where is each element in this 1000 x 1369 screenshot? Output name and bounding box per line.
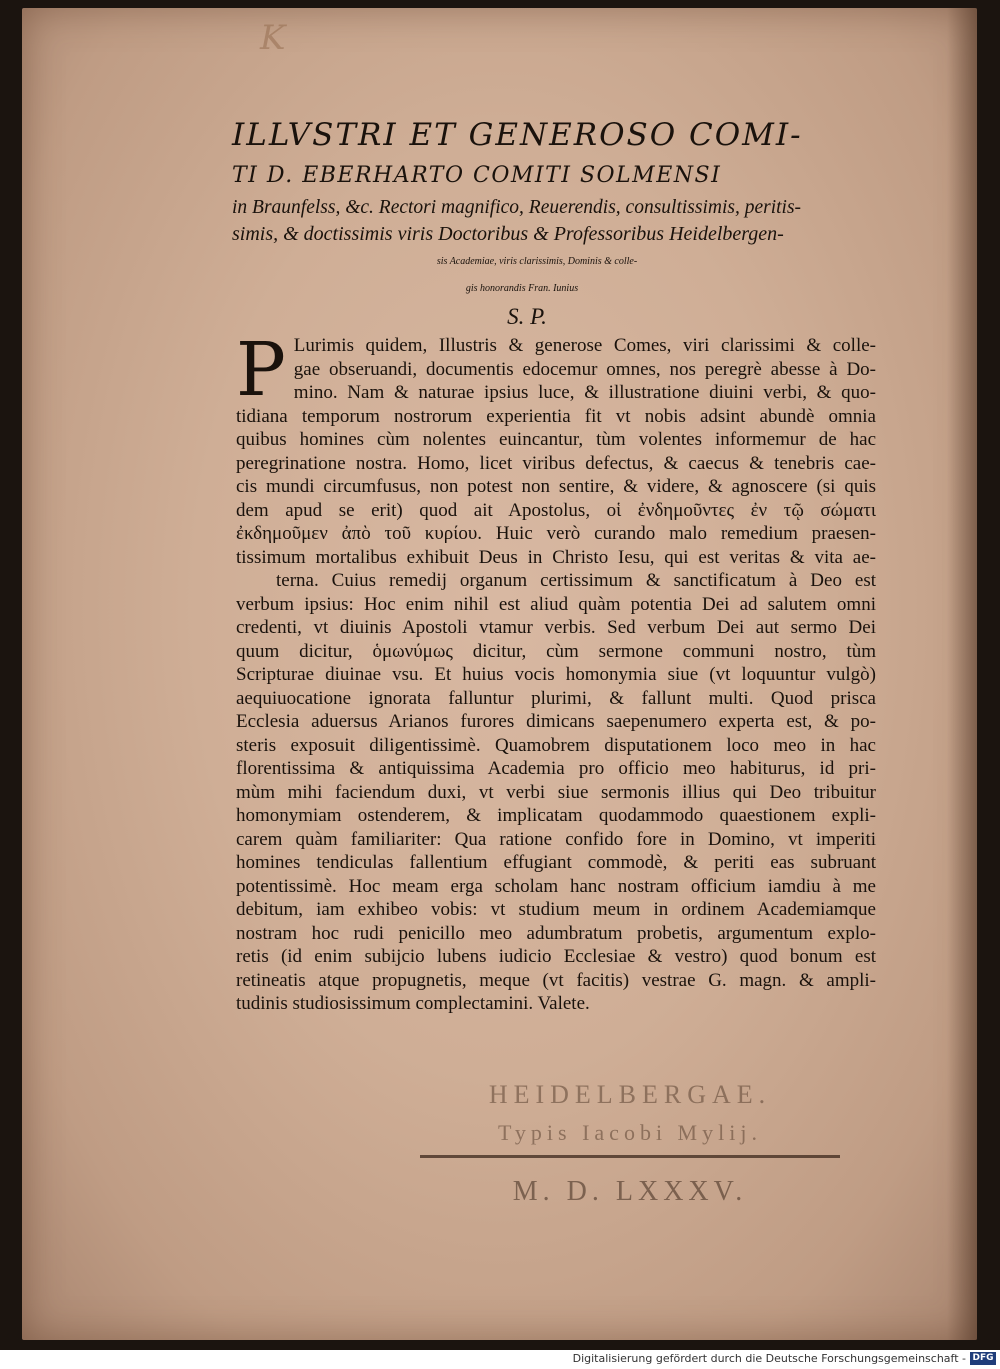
salutation: S. P. <box>507 304 547 329</box>
imprint-printer: Typis Iacobi Mylij. <box>498 1120 762 1145</box>
body-line: tidiana temporum nostrorum experientia fit vt nobis adsint abundè omnia <box>236 405 876 427</box>
body-line: gae obseruandi, documentis edocemur omnes, nos peregrè abesse à Do- <box>293 358 876 380</box>
dedication-header <box>232 112 882 332</box>
body-line: florentissima & antiquissima Academia pro officio meo habiturus, id pri- <box>236 758 876 779</box>
body-line: quum dicitur, ὁμωνύμως dicitur, cùm sermone communi nostro, tùm <box>236 640 876 662</box>
footer-credit: Digitalisierung gefördert durch die Deutsche Forschungsgemeinschaft - <box>572 1352 966 1365</box>
body-line: retineatis atque propugnetis, meque (vt facitis) vestrae G. magn. & ampli- <box>236 969 876 991</box>
dfg-logo-icon: DFG <box>970 1352 996 1365</box>
body-line: mino. Nam & naturae ipsius luce, & illustratione diuini verbi, & quo- <box>293 382 876 403</box>
imprint <box>380 1075 880 1212</box>
body-line: homines tendiculas fallentium effugiant commodè, & periti eas subruant <box>236 852 876 873</box>
body-line: carem quàm familiariter: Qua ratione confido fore in Domino, vt imperiti <box>236 828 876 850</box>
body-line: peregrinatione nostra. Homo, licet viribus defectus, & caecus & tenebris cae- <box>236 452 876 474</box>
body-line: nostram hoc rudi penicillo meo adumbratum probetis, argumentum explo- <box>236 922 876 944</box>
body-line: Scripturae diuinae vsu. Et huius vocis homonymia siue (vt loquuntur vulgò) <box>236 664 876 685</box>
imprint-year: M. D. LXXXV. <box>512 1176 748 1207</box>
body-line: quibus homines cùm nolentes euincantur, tùm volentes informemur de hac <box>236 429 876 450</box>
letter-body <box>236 327 876 1016</box>
header-line-6: gis honorandis Fran. Iunius <box>465 283 579 294</box>
body-line: ἐκδημοῦμεν ἀπὸ τοῦ κυρίου. Huic verò curando malo remedium praesen- <box>236 523 876 544</box>
body-line: dem apud se erit) quod ait Apostolus, οἱ ἐνδημοῦντες ἐν τῷ σώματι <box>236 499 876 521</box>
body-line: cis mundi circumfusus, non potest non sentire, & videre, & agnoscere (si quis <box>236 476 876 497</box>
body-line: mùm mihi faciendum duxi, vt verbi siue sermonis illius qui Deo tribuitur <box>236 781 876 803</box>
body-line: tissimum mortalibus exhibuit Deus in Christo Iesu, qui est veritas & vita ae- <box>236 546 876 568</box>
digitization-footer <box>0 1350 1000 1369</box>
body-line: Ecclesia aduersus Arianos furores dimicans saepenumero experta est, & po- <box>236 711 876 732</box>
imprint-place: HEIDELBERGAE. <box>488 1080 772 1109</box>
header-line-4: simis, & doctissimis viris Doctoribus & Professoribus Heidelbergen- <box>232 223 784 245</box>
body-line: tudinis studiosissimum complectamini. Valete. <box>236 993 590 1014</box>
header-line-1: ILLVSTRI ET GENEROSO COMI- <box>232 117 803 153</box>
drop-cap: P <box>236 327 286 413</box>
body-line: credenti, vt diuinis Apostoli vtamur verbis. Sed verbum Dei aut sermo Dei <box>236 617 876 638</box>
body-line: debitum, iam exhibeo vobis: vt studium meum in ordinem Academiamque <box>236 899 876 920</box>
header-line-5: sis Academiae, viris clarissimis, Dominis & colle- <box>436 256 638 267</box>
body-line: steris exposuit diligentissimè. Quamobrem disputationem loco meo in hac <box>236 734 876 756</box>
header-line-2: TI D. EBERHARTO COMITI SOLMENSI <box>232 163 722 188</box>
body-line: homonymiam ostenderem, & implicatam quodammodo quaestionem expli- <box>236 805 876 826</box>
body-line: verbum ipsius: Hoc enim nihil est aliud quàm potentia Dei ad salutem omni <box>236 593 876 615</box>
body-line: aequiuocatione ignorata falluntur plurimi, & fallunt multi. Quod prisca <box>236 687 876 709</box>
body-line: retis (id enim subijcio lubens iudicio Ecclesiae & vestro) quod bonum est <box>236 946 876 967</box>
body-line: potentissimè. Hoc meam erga scholam hanc nostram officium iamdiu à me <box>236 875 876 897</box>
ink-mark: K <box>260 18 286 58</box>
page-edge-shadow <box>947 8 977 1340</box>
header-line-3: in Braunfelss, &c. Rectori magnifico, Reuerendis, consultissimis, peritis- <box>232 197 802 218</box>
imprint-rule <box>420 1155 840 1158</box>
body-line: Lurimis quidem, Illustris & generose Comes, viri clarissimi & colle- <box>293 335 876 356</box>
body-line: terna. Cuius remedij organum certissimum & sanctificatum à Deo est <box>276 570 876 591</box>
